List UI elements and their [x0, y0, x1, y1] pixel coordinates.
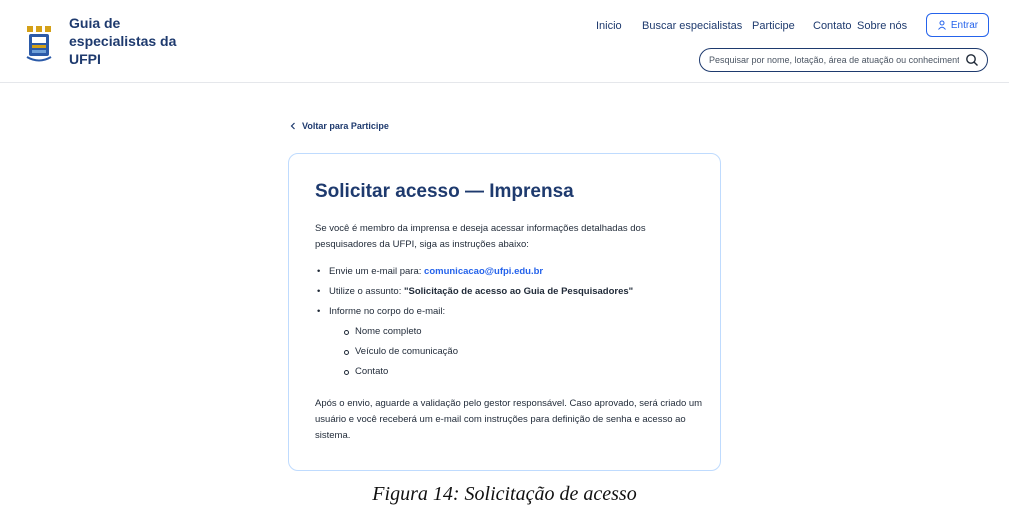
figure-caption: Figura 14: Solicitação de acesso — [372, 483, 637, 505]
step-email-prefix: Envie um e-mail para: — [329, 266, 425, 277]
search-input[interactable] — [709, 55, 959, 65]
site-title[interactable]: Guia de especialistas da UFPI — [69, 15, 177, 67]
back-link[interactable] — [290, 121, 389, 131]
card-title: Solicitar acesso — Imprensa — [315, 181, 574, 202]
nav-inicio[interactable]: Inicio — [596, 20, 622, 32]
list-item — [315, 265, 700, 285]
email-link[interactable]: comunicacao@ufpi.edu.br — [424, 266, 544, 277]
email-subject: "Solicitação de acesso ao Guia de Pesquisadores" — [403, 286, 634, 297]
user-icon — [937, 20, 947, 30]
nav-buscar-especialistas[interactable]: Buscar especialistas — [642, 20, 743, 32]
sub-list-item: Veículo de comunicação — [329, 345, 700, 365]
login-button[interactable] — [926, 13, 989, 37]
back-link-label: Voltar para Participe — [302, 121, 389, 131]
ufpi-logo[interactable] — [25, 24, 53, 64]
sub-list-item: Nome completo — [329, 325, 700, 345]
list-item — [315, 305, 700, 385]
instructions-list — [315, 265, 700, 385]
nav-sobre-nos[interactable]: Sobre nós — [857, 20, 908, 32]
card-intro: Se você é membro da imprensa e deseja acessar informações detalhadas dos pesquisadores da UFPI, siga as instruções abaixo: — [315, 223, 646, 250]
required-info-list — [329, 325, 700, 385]
access-request-card — [288, 153, 721, 471]
step-subject-prefix: Utilize o assunto: — [329, 286, 404, 297]
nav-contato[interactable]: Contato — [813, 20, 852, 32]
login-label: Entrar — [950, 19, 979, 31]
step-body-info: Informe no corpo do e-mail: — [329, 306, 446, 317]
chevron-left-icon — [290, 122, 296, 130]
list-item — [315, 285, 700, 305]
sub-list-item: Contato — [329, 365, 700, 385]
card-outro: Após o envio, aguarde a validação pelo gestor responsável. Caso aprovado, será criado um usuário e você receberá um e-mail com instruções para definição de senha e acesso ao sistema. — [315, 398, 703, 441]
nav-participe[interactable]: Participe — [752, 20, 795, 32]
site-header — [0, 0, 1009, 83]
search-icon[interactable] — [965, 53, 979, 67]
search-bar — [699, 48, 988, 72]
